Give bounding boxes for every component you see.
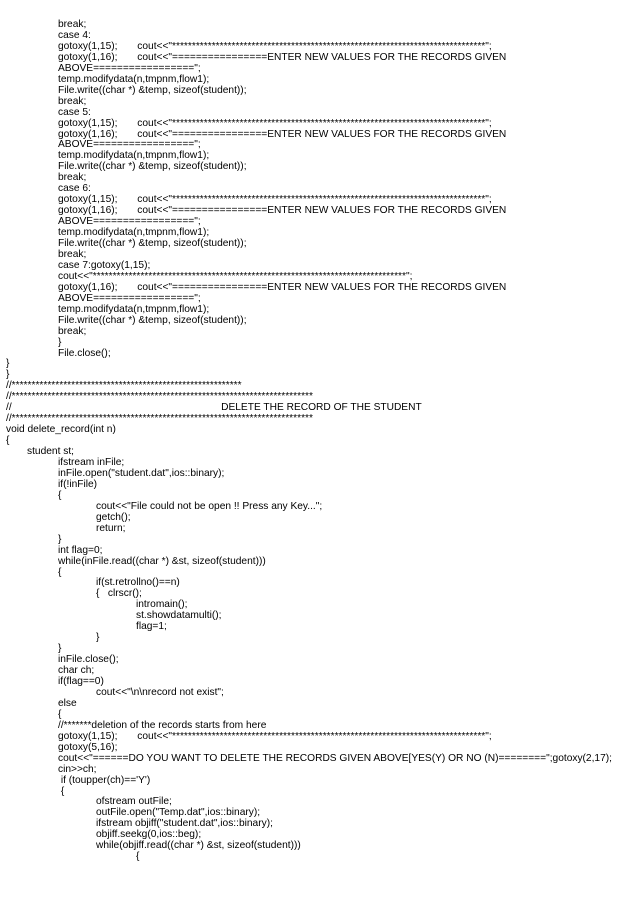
code-line: } <box>58 336 62 348</box>
code-line: ABOVE================="; <box>58 139 201 151</box>
code-line: cout<<"*******************************************************************************"; <box>58 270 413 282</box>
code-line: student st; <box>27 446 75 458</box>
code-line: { <box>6 435 10 447</box>
code-line: File.write((char *) &temp, sizeof(student)); <box>58 238 247 249</box>
code-line: ifstream objiff("student.dat",ios::binary); <box>96 818 273 830</box>
code-line: gotoxy(5,16); <box>58 741 118 753</box>
code-line: return; <box>96 522 126 534</box>
code-line: gotoxy(1,16); cout<<"================ENTER NEW VALUES FOR THE RECORDS GIVEN <box>58 281 507 293</box>
code-line: case 6: <box>58 183 91 195</box>
code-line: gotoxy(1,15); cout<<"*******************************************************************************"; <box>58 117 492 129</box>
code-line: } <box>58 533 62 545</box>
code-line: cout<<"\n\nrecord not exist"; <box>96 686 224 698</box>
code-line: File.close(); <box>58 347 111 359</box>
code-line: } <box>6 369 10 381</box>
code-line: { <box>58 489 62 501</box>
code-line: gotoxy(1,16); cout<<"================ENTER NEW VALUES FOR THE RECORDS GIVEN <box>58 51 507 63</box>
code-line: case 4: <box>58 29 91 41</box>
code-line: inFile.close(); <box>58 654 119 666</box>
code-line: temp.modifydata(n,tmpnm,flow1); <box>58 150 210 162</box>
code-line: File.write((char *) &temp, sizeof(student)); <box>58 161 247 173</box>
code-line: getch(); <box>96 511 131 523</box>
code-line: st.showdatamulti(); <box>136 610 222 622</box>
code-line: break; <box>58 325 87 337</box>
code-line: } <box>6 358 10 370</box>
code-line: gotoxy(1,16); cout<<"================ENTER NEW VALUES FOR THE RECORDS GIVEN <box>58 205 507 217</box>
code-line: cout<<"File could not be open !! Press any Key..."; <box>96 500 323 512</box>
code-line: case 7:gotoxy(1,15); <box>58 259 151 271</box>
code-line: ABOVE================="; <box>58 292 201 304</box>
code-line: } <box>96 632 100 644</box>
code-line: gotoxy(1,16); cout<<"================ENTER NEW VALUES FOR THE RECORDS GIVEN <box>58 128 507 140</box>
code-line: { clrscr(); <box>96 588 142 600</box>
code-line: while(inFile.read((char *) &st, sizeof(student))) <box>58 555 266 567</box>
code-line: ABOVE================="; <box>58 62 201 74</box>
code-line: if (toupper(ch)=='Y') <box>58 774 151 786</box>
code-line: ifstream inFile; <box>58 457 125 468</box>
code-line: flag=1; <box>136 621 167 633</box>
code-line: break; <box>58 248 87 260</box>
code-line: outFile.open("Temp.dat",ios::binary); <box>96 807 261 819</box>
code-line: objiff.seekg(0,ios::beg); <box>96 829 202 841</box>
code-line: char ch; <box>58 665 95 677</box>
code-line: gotoxy(1,15); cout<<"*******************************************************************************"; <box>58 730 492 742</box>
code-line: ofstream outFile; <box>96 796 172 808</box>
code-line: ABOVE================="; <box>58 216 201 228</box>
code-line: inFile.open("student.dat",ios::binary); <box>58 467 225 479</box>
code-line: if(flag==0) <box>58 676 104 687</box>
code-line: intromain(); <box>136 599 188 611</box>
code-line: { <box>58 566 62 578</box>
code-line: //*******deletion of the records starts from here <box>58 719 267 731</box>
code-line: File.write((char *) &temp, sizeof(student)); <box>58 314 247 326</box>
code-line: if(st.retrollno()==n) <box>96 577 180 589</box>
code-line: else <box>58 697 77 709</box>
code-line: void delete_record(int n) <box>6 424 116 436</box>
code-line: //**************************************************************************** <box>6 413 313 425</box>
code-line: break; <box>58 172 87 184</box>
code-line: File.write((char *) &temp, sizeof(student)); <box>58 84 247 96</box>
code-line: break; <box>58 19 87 30</box>
code-line: gotoxy(1,15); cout<<"*******************************************************************************"; <box>58 194 492 206</box>
code-line: cin>>ch; <box>58 763 97 775</box>
code-line: // DELETE THE RECORD OF THE STUDENT <box>6 402 422 414</box>
code-line: break; <box>58 95 87 107</box>
code-line: gotoxy(1,15); cout<<"*******************************************************************************"; <box>58 40 492 52</box>
code-line: temp.modifydata(n,tmpnm,flow1); <box>58 73 210 85</box>
code-line: cout<<"======DO YOU WANT TO DELETE THE RECORDS GIVEN ABOVE[YES(Y) OR NO (N)========";gotoxy(2,17); <box>58 752 612 764</box>
code-line: temp.modifydata(n,tmpnm,flow1); <box>58 227 210 239</box>
code-line: //********************************************************** <box>6 380 242 392</box>
code-line: case 5: <box>58 106 91 118</box>
code-line: int flag=0; <box>58 544 103 556</box>
code-line: { <box>58 708 62 720</box>
code-line: } <box>58 643 62 655</box>
code-line: temp.modifydata(n,tmpnm,flow1); <box>58 303 210 315</box>
code-line: while(objiff.read((char *) &st, sizeof(student))) <box>96 840 301 852</box>
code-line: //**************************************************************************** <box>6 391 313 403</box>
code-line: { <box>58 785 65 797</box>
code-line: if(!inFile) <box>58 478 98 490</box>
code-line: { <box>136 851 140 863</box>
